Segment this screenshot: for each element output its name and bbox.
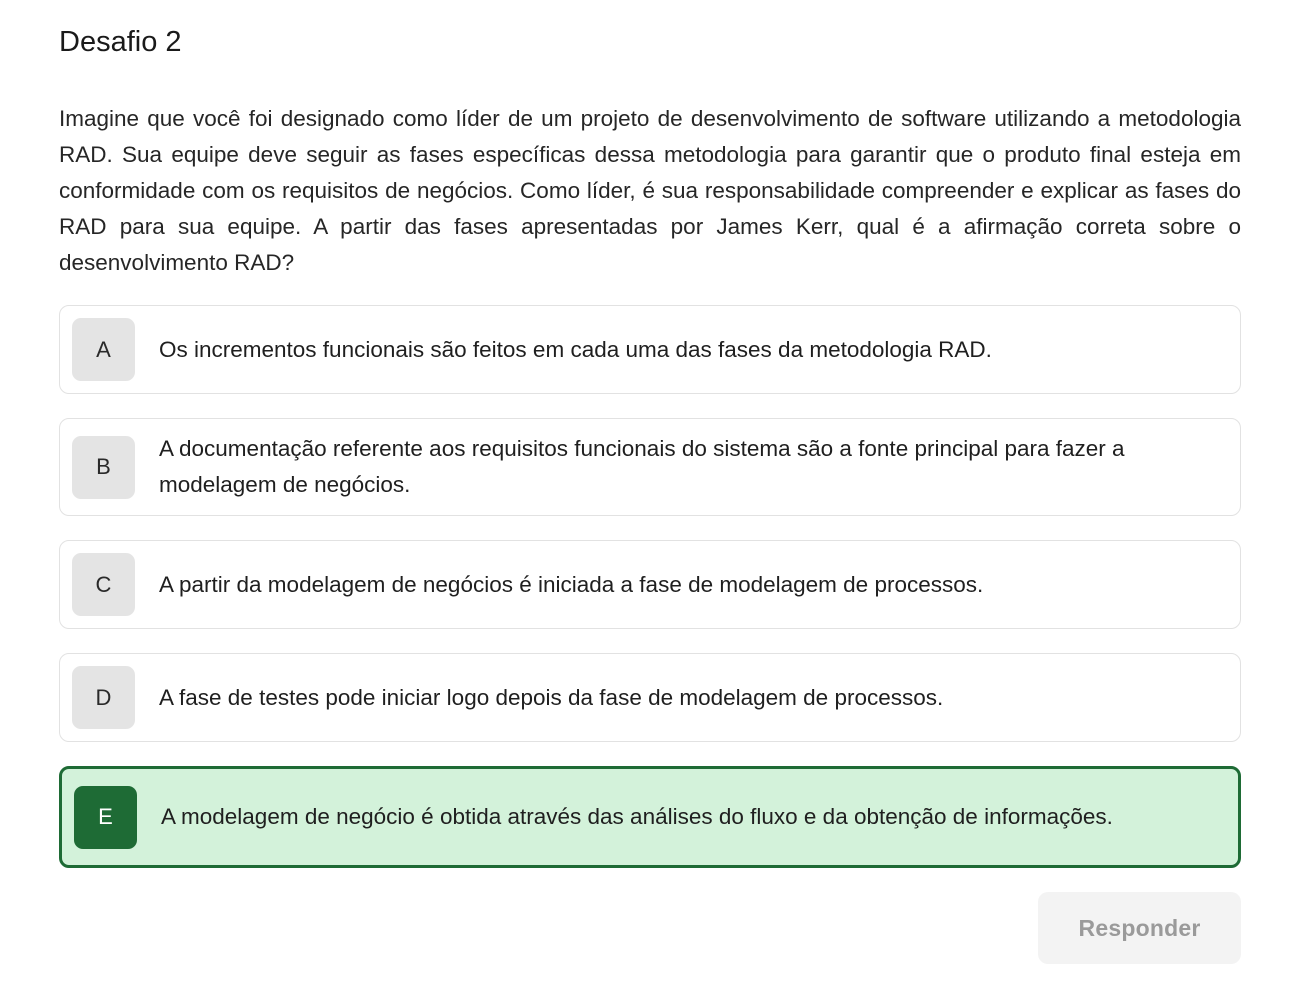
- question-text: Imagine que você foi designado como líder de um projeto de desenvolvimento de software utilizando a metodologia RAD. Sua equipe deve seguir as fases específicas dessa metodologia para garantir que o produto final esteja em conformidade com os requisitos de negócios. Como líder, é sua responsabilidade compreender e explicar as fases do RAD para sua equipe. A partir das fases apresentadas por James Kerr, qual é a afirmação correta sobre o desenvolvimento RAD?: [59, 106, 1241, 275]
- option-text-c: A partir da modelagem de negócios é iniciada a fase de modelagem de processos.: [159, 571, 984, 597]
- option-b[interactable]: [59, 418, 1241, 516]
- option-letter-b: B: [72, 436, 135, 499]
- option-text-a: Os incrementos funcionais são feitos em cada uma das fases da metodologia RAD.: [159, 336, 992, 362]
- option-a[interactable]: [59, 305, 1241, 394]
- option-c[interactable]: [59, 540, 1241, 629]
- option-e[interactable]: [59, 766, 1241, 868]
- option-letter-e: E: [74, 786, 137, 849]
- option-letter-c: C: [72, 553, 135, 616]
- option-text-b: A documentação referente aos requisitos funcionais do sistema são a fonte principal para fazer a modelagem de negócios.: [159, 436, 1125, 497]
- challenge-title: Desafio 2: [59, 26, 182, 58]
- option-letter-d: D: [72, 666, 135, 729]
- submit-button[interactable]: Responder: [1038, 892, 1241, 964]
- option-letter-a: A: [72, 318, 135, 381]
- option-text-e: A modelagem de negócio é obtida através das análises do fluxo e da obtenção de informações.: [161, 804, 1113, 829]
- option-text-d: A fase de testes pode iniciar logo depois da fase de modelagem de processos.: [159, 684, 944, 710]
- option-d[interactable]: [59, 653, 1241, 742]
